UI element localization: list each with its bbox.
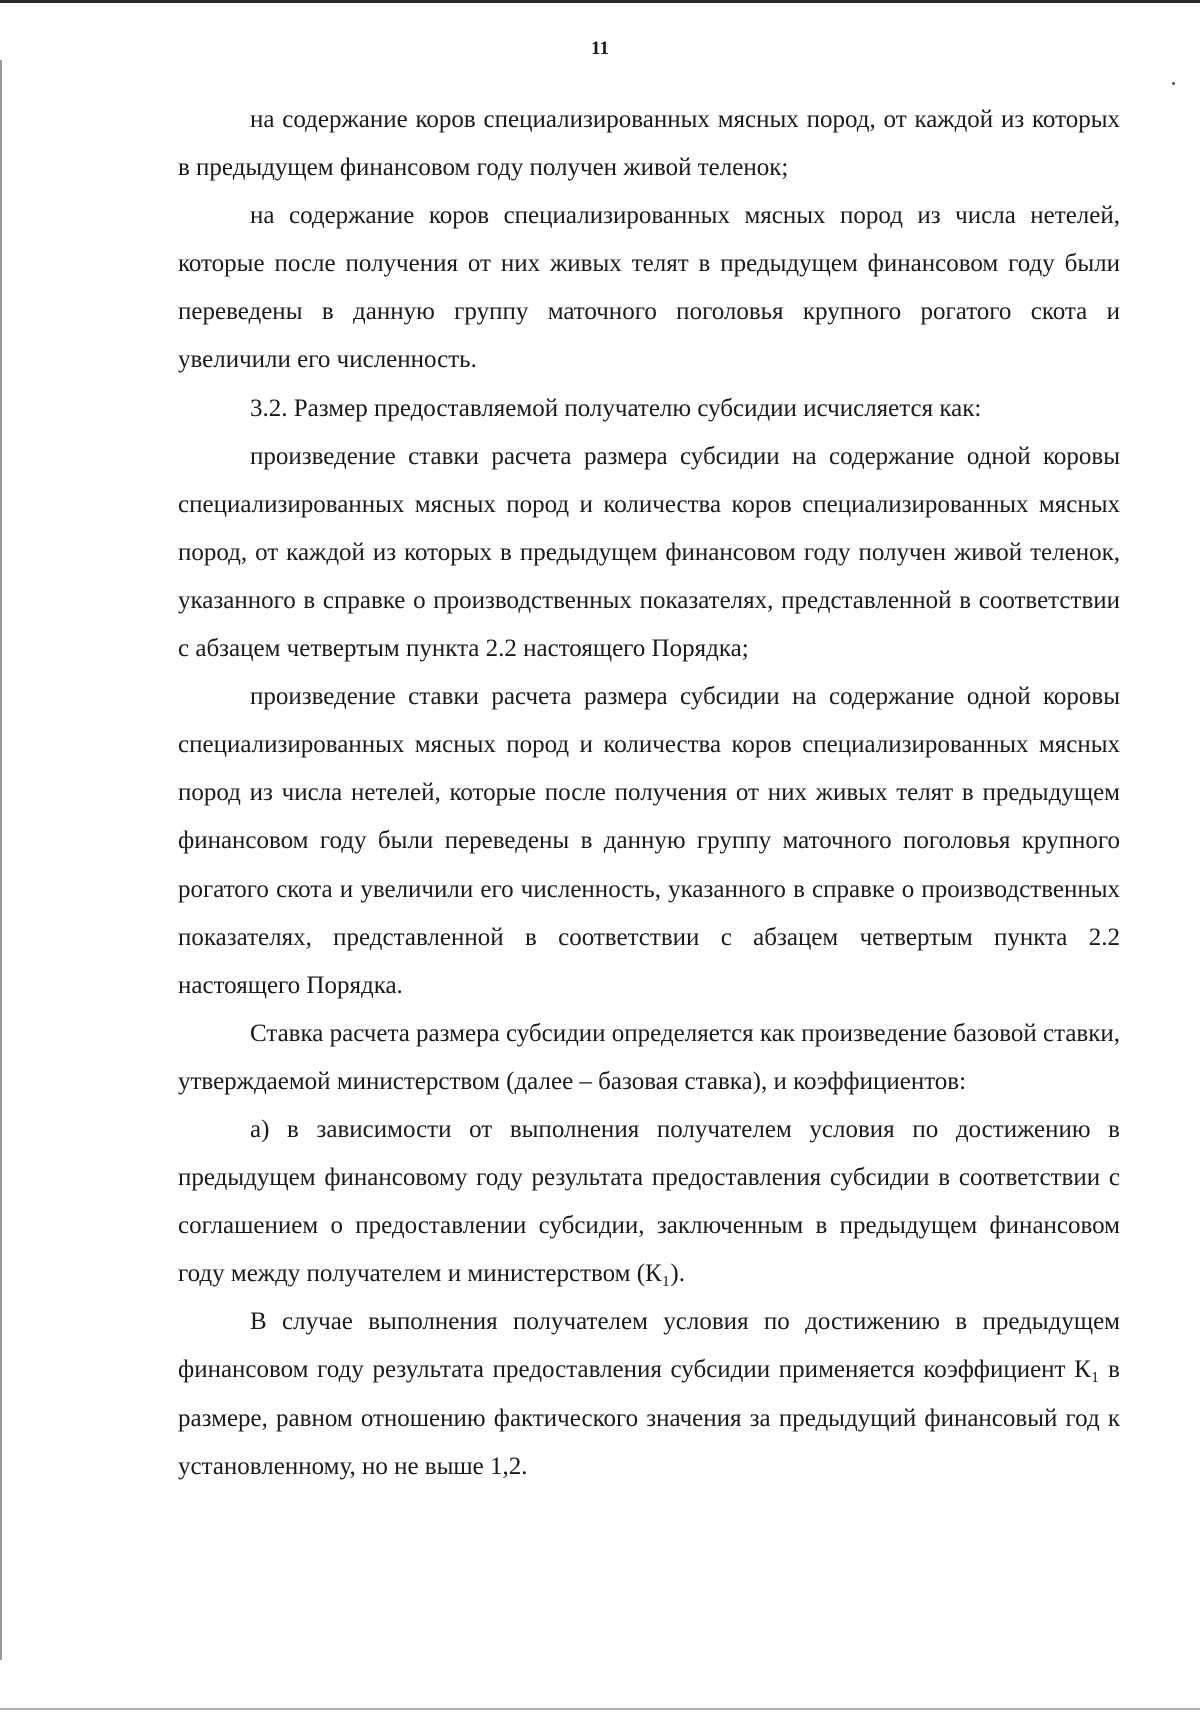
document-body bbox=[178, 96, 1120, 1491]
paragraph-8: В случае выполнения получателем условия по достижению в предыдущем финансовом году результата предоставления субсидии применяется коэффициент К₁ в размере, равном отношению фактического значения за предыдущий финансовый год к установленному, но не выше 1,2. bbox=[178, 1308, 1120, 1480]
paragraph-5: произведение ставки расчета размера субсидии на содержание одной коровы специализированных мясных пород и количества коров специализированных мясных пород из числа нетелей, которые после получения от них живых телят в предыдущем финансовом году были переведены в данную группу маточного поголовья крупного рогатого скота и увеличили его численность, указанного в справке о производственных показателях, представленной в соответствии с абзацем четвертым пункта 2.2 настоящего Порядка. bbox=[178, 683, 1120, 999]
paragraph-3: 3.2. Размер предоставляемой получателю субсидии исчисляется как: bbox=[250, 394, 982, 422]
page-number: 11 bbox=[591, 38, 609, 59]
scan-edge-bottom bbox=[0, 1708, 1200, 1710]
paragraph-2: на содержание коров специализированных мясных пород из числа нетелей, которые после получения от них живых телят в предыдущем финансовом году были переведены в данную группу маточного поголовья крупного рогатого скота и увеличили его численность. bbox=[178, 202, 1120, 374]
scan-edge-left bbox=[0, 60, 2, 1660]
scan-speck bbox=[1172, 82, 1175, 85]
paragraph-4: произведение ставки расчета размера субсидии на содержание одной коровы специализированных мясных пород и количества коров специализированных мясных пород, от каждой из которых в предыдущем финансовом году получен живой теленок, указанного в справке о производственных показателях, представленной в соответствии с абзацем четвертым пункта 2.2 настоящего Порядка; bbox=[178, 442, 1120, 663]
paragraph-7: а) в зависимости от выполнения получателем условия по достижению в предыдущем финансовому году результата предоставления субсидии в соответствии с соглашением о предоставлении субсидии, заключенным в предыдущем финансовом году между получателем и министерством (К₁). bbox=[178, 1115, 1120, 1288]
paragraph-1: на содержание коров специализированных мясных пород, от каждой из которых в предыдущем финансовом году получен живой теленок; bbox=[178, 106, 1120, 182]
paragraph-6: Ставка расчета размера субсидии определяется как произведение базовой ставки, утверждаемой министерством (далее – базовая ставка), и коэффициентов: bbox=[178, 1019, 1120, 1095]
scan-edge-top bbox=[0, 0, 1200, 3]
